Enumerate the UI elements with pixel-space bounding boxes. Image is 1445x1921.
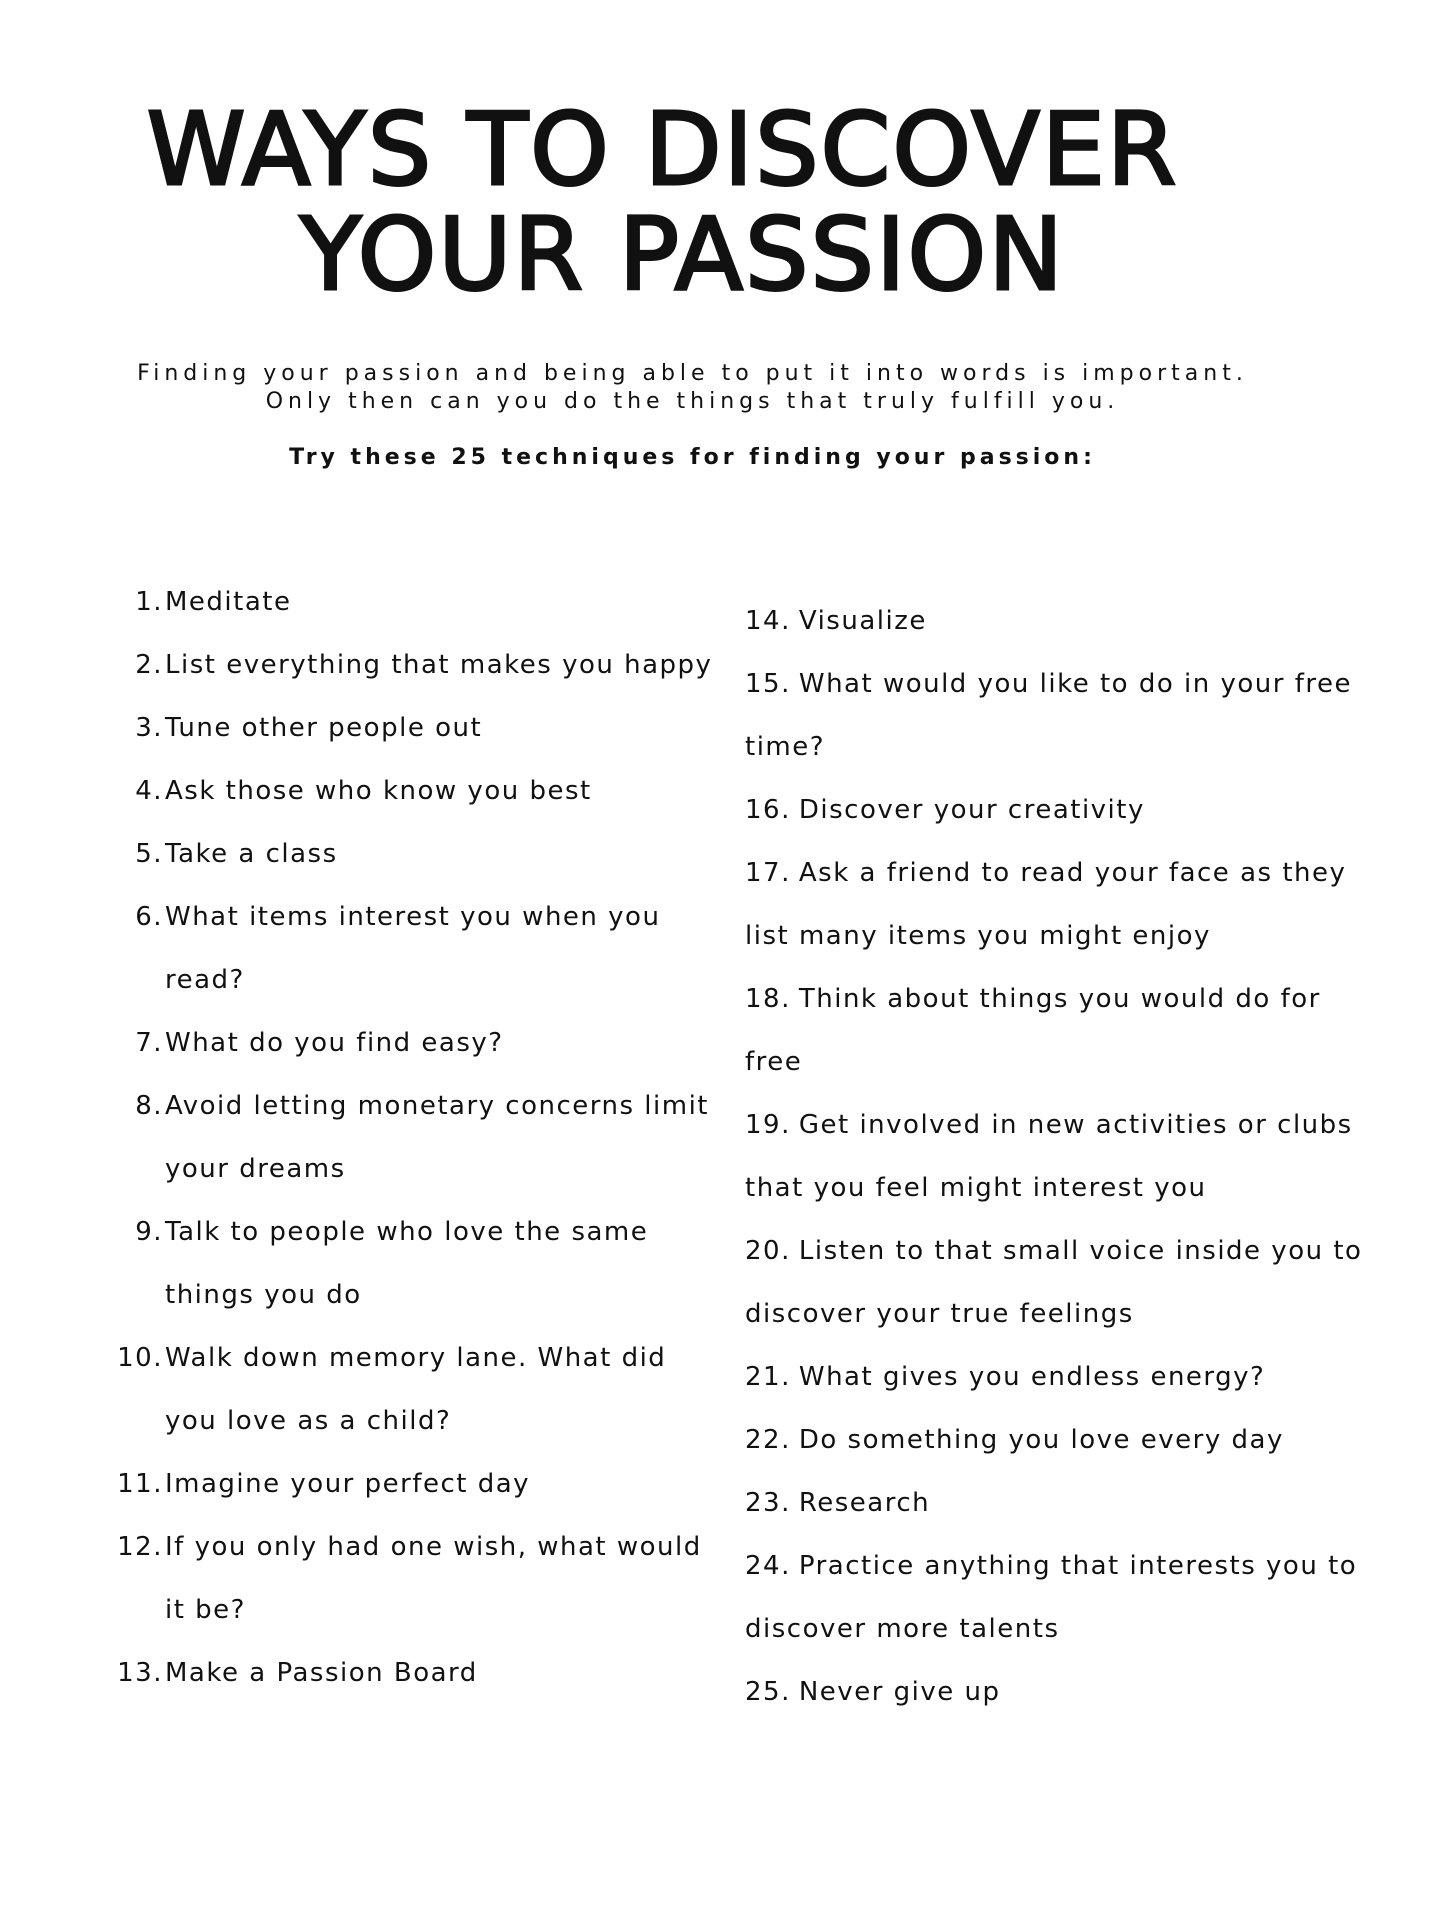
list-item: [115, 1516, 715, 1642]
list-item: [745, 1094, 1365, 1220]
page-title-line-1: WAYS TO DISCOVER: [146, 91, 1179, 208]
list-item: [745, 842, 1365, 968]
item-number: 16.: [745, 795, 791, 825]
item-text: What items interest you when you read?: [165, 902, 661, 995]
item-number: 19.: [745, 1110, 791, 1140]
item-number: 6.: [135, 902, 163, 932]
item-number: 8.: [135, 1091, 163, 1121]
list-item: [115, 823, 715, 886]
item-number: 1.: [135, 587, 163, 617]
item-number: 5.: [135, 839, 163, 869]
item-text: Tune other people out: [165, 713, 483, 743]
list-item: [745, 779, 1365, 842]
item-number: 18.: [745, 984, 791, 1014]
list-item: [115, 886, 715, 1012]
item-text: Think about things you would do for free: [745, 984, 1321, 1077]
list-item: [745, 1661, 1365, 1724]
item-text: What do you find easy?: [165, 1028, 504, 1058]
item-text: Never give up: [798, 1677, 1001, 1707]
item-number: 10.: [117, 1343, 163, 1373]
item-text: Take a class: [165, 839, 338, 869]
item-number: 2.: [135, 650, 163, 680]
item-number: 3.: [135, 713, 163, 743]
item-text: Listen to that small voice inside you to discover your true feelings: [745, 1236, 1363, 1329]
item-text: Imagine your perfect day: [165, 1469, 531, 1499]
item-text: Research: [798, 1488, 931, 1518]
item-text: Ask a friend to read your face as they list many items you might enjoy: [745, 858, 1347, 951]
list-item: [115, 1453, 715, 1516]
item-number: 23.: [745, 1488, 791, 1518]
item-text: Walk down memory lane. What did you love as a child?: [165, 1343, 667, 1436]
list-item: [745, 653, 1365, 779]
item-text: Ask those who know you best: [165, 776, 592, 806]
item-text: Avoid letting monetary concerns limit your dreams: [165, 1091, 709, 1184]
item-number: 12.: [117, 1532, 163, 1562]
item-number: 22.: [745, 1425, 791, 1455]
item-text: What gives you endless energy?: [798, 1362, 1266, 1392]
list-item: [745, 1346, 1365, 1409]
item-number: 9.: [135, 1217, 163, 1247]
list-item: [745, 968, 1365, 1094]
page-title-line-2: YOUR PASSION: [299, 196, 1066, 313]
item-text: Discover your creativity: [798, 795, 1145, 825]
list-item: [115, 634, 715, 697]
intro-line-1: Finding your passion and being able to put it into words is important.: [137, 361, 1248, 386]
item-number: 21.: [745, 1362, 791, 1392]
list-item: [745, 1220, 1365, 1346]
item-number: 13.: [117, 1658, 163, 1688]
list-item: [115, 571, 715, 634]
item-number: 7.: [135, 1028, 163, 1058]
item-text: What would you like to do in your free time?: [745, 669, 1352, 762]
list-item: [115, 1075, 715, 1201]
item-number: 17.: [745, 858, 791, 888]
item-text: Make a Passion Board: [165, 1658, 478, 1688]
list-item: [115, 1201, 715, 1327]
item-number: 20.: [745, 1236, 791, 1266]
item-text: Talk to people who love the same things you do: [165, 1217, 649, 1310]
item-text: List everything that makes you happy: [165, 650, 713, 680]
techniques-prompt: Try these 25 techniques for finding your passion:: [289, 445, 1096, 470]
techniques-list-left: [115, 571, 715, 1705]
item-number: 25.: [745, 1677, 791, 1707]
list-item: [115, 1642, 715, 1705]
list-item: [745, 1472, 1365, 1535]
list-item: [745, 1535, 1365, 1661]
intro-line-2: Only then can you do the things that truly fulfill you.: [265, 389, 1120, 414]
list-item: [115, 760, 715, 823]
item-number: 24.: [745, 1551, 791, 1581]
item-text: If you only had one wish, what would it be?: [165, 1532, 702, 1625]
list-item: [745, 590, 1365, 653]
list-item: [115, 697, 715, 760]
item-number: 15.: [745, 669, 791, 699]
list-item: [115, 1012, 715, 1075]
item-number: 4.: [135, 776, 163, 806]
techniques-list-right: [745, 590, 1365, 1724]
list-item: [745, 1409, 1365, 1472]
item-number: 14.: [745, 606, 791, 636]
item-text: Do something you love every day: [798, 1425, 1284, 1455]
item-text: Meditate: [165, 587, 292, 617]
list-item: [115, 1327, 715, 1453]
item-text: Practice anything that interests you to discover more talents: [745, 1551, 1358, 1644]
item-text: Get involved in new activities or clubs that you feel might interest you: [745, 1110, 1353, 1203]
item-number: 11.: [117, 1469, 163, 1499]
item-text: Visualize: [798, 606, 927, 636]
